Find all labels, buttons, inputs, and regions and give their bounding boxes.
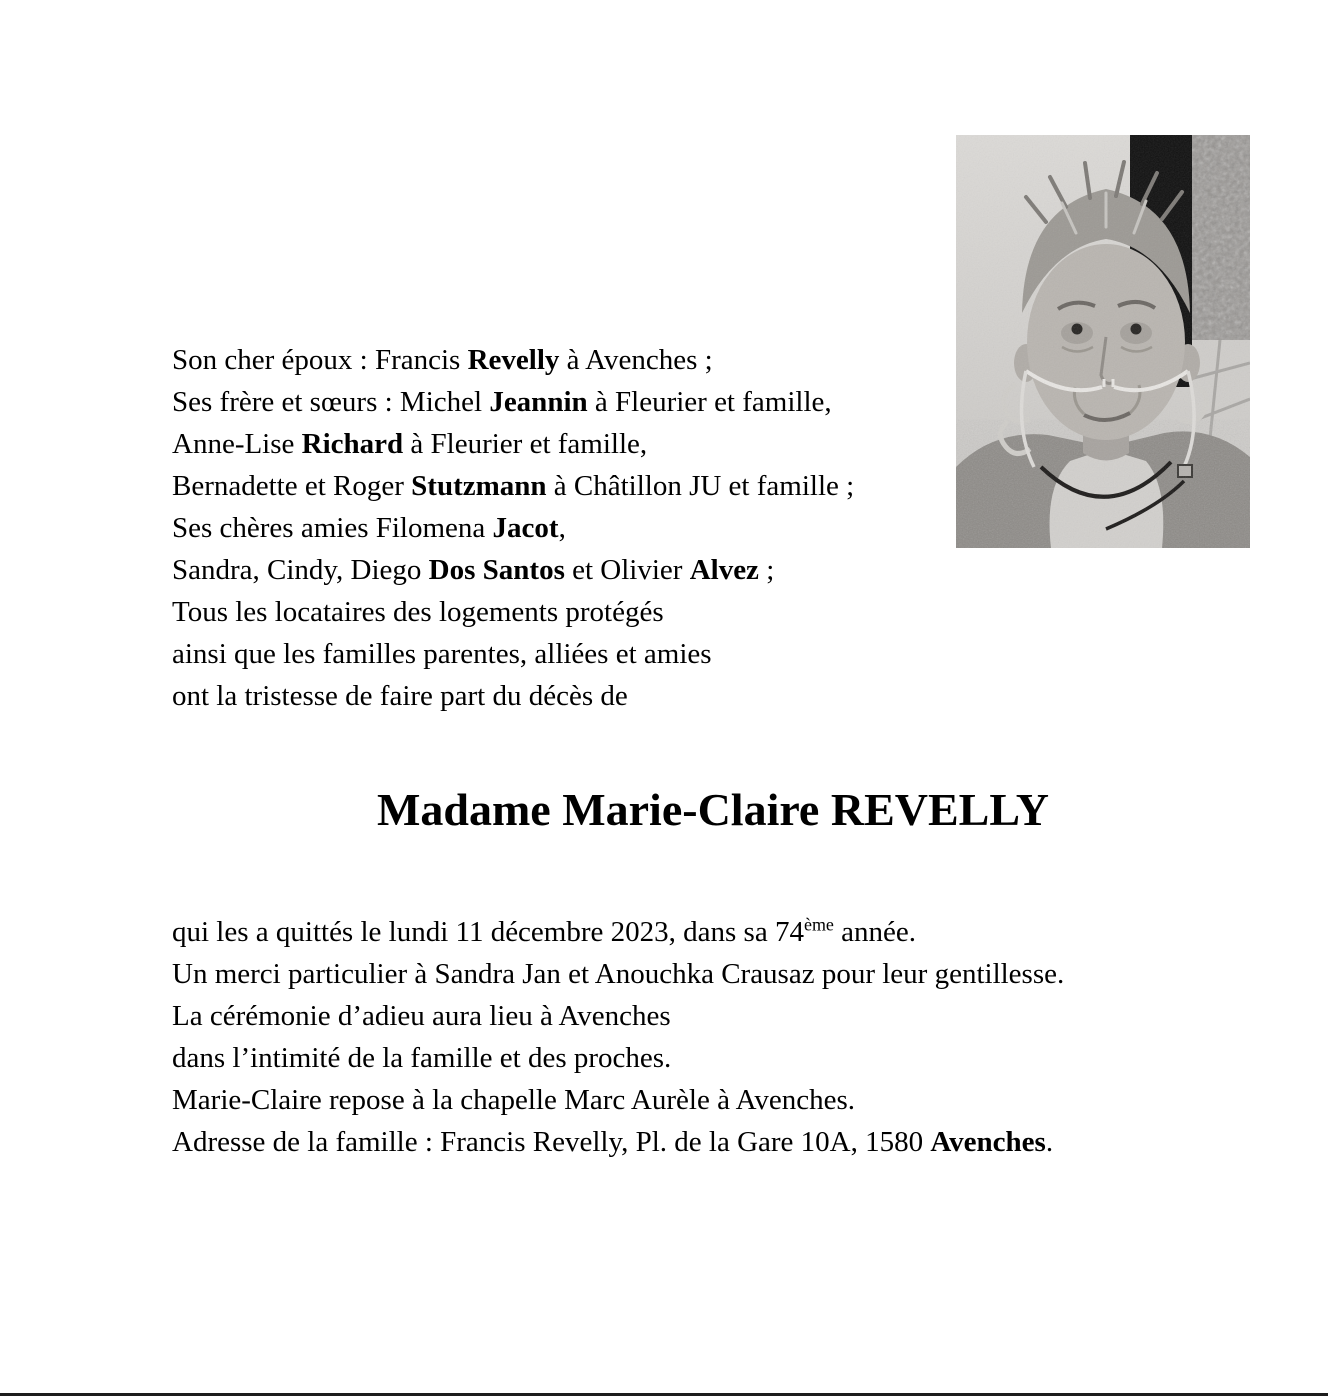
family-intro-block — [172, 339, 854, 717]
text-line: qui les a quittés le lundi 11 décembre 2023, dans sa 74ème année. — [172, 914, 917, 948]
text-line: Marie-Claire repose à la chapelle Marc Aurèle à Avenches. — [172, 1084, 856, 1116]
text-line: Ses chères amies Filomena Jacot, — [172, 512, 566, 544]
text-line: Bernadette et Roger Stutzmann à Châtillon JU et famille ; — [172, 470, 855, 502]
photo-grain-overlay — [956, 135, 1250, 548]
deceased-name: Madame Marie-Claire REVELLY — [376, 784, 1050, 835]
text-line: ont la tristesse de faire part du décès de — [172, 680, 628, 712]
text-line: Tous les locataires des logements protégés — [172, 596, 664, 628]
text-line: Anne-Lise Richard à Fleurier et famille, — [172, 428, 648, 460]
portrait-photo-svg — [956, 135, 1250, 548]
text-line: La cérémonie d’adieu aura lieu à Avenches — [172, 1000, 671, 1032]
text-line: Sandra, Cindy, Diego Dos Santos et Olivier Alvez ; — [172, 554, 775, 586]
text-line: Un merci particulier à Sandra Jan et Anouchka Crausaz pour leur gentillesse. — [172, 958, 1065, 990]
text-line: Ses frère et sœurs : Michel Jeannin à Fleurier et famille, — [172, 386, 832, 418]
text-line: Adresse de la famille : Francis Revelly, Pl. de la Gare 10A, 1580 Avenches. — [172, 1126, 1054, 1158]
text-line: ainsi que les familles parentes, alliées et amies — [172, 638, 712, 670]
funeral-details-block — [172, 911, 1064, 1163]
portrait-photo — [956, 135, 1250, 548]
text-line: Son cher époux : Francis Revelly à Avenches ; — [172, 344, 713, 376]
bottom-rule — [0, 1393, 1328, 1396]
text-line: dans l’intimité de la famille et des proches. — [172, 1042, 672, 1074]
